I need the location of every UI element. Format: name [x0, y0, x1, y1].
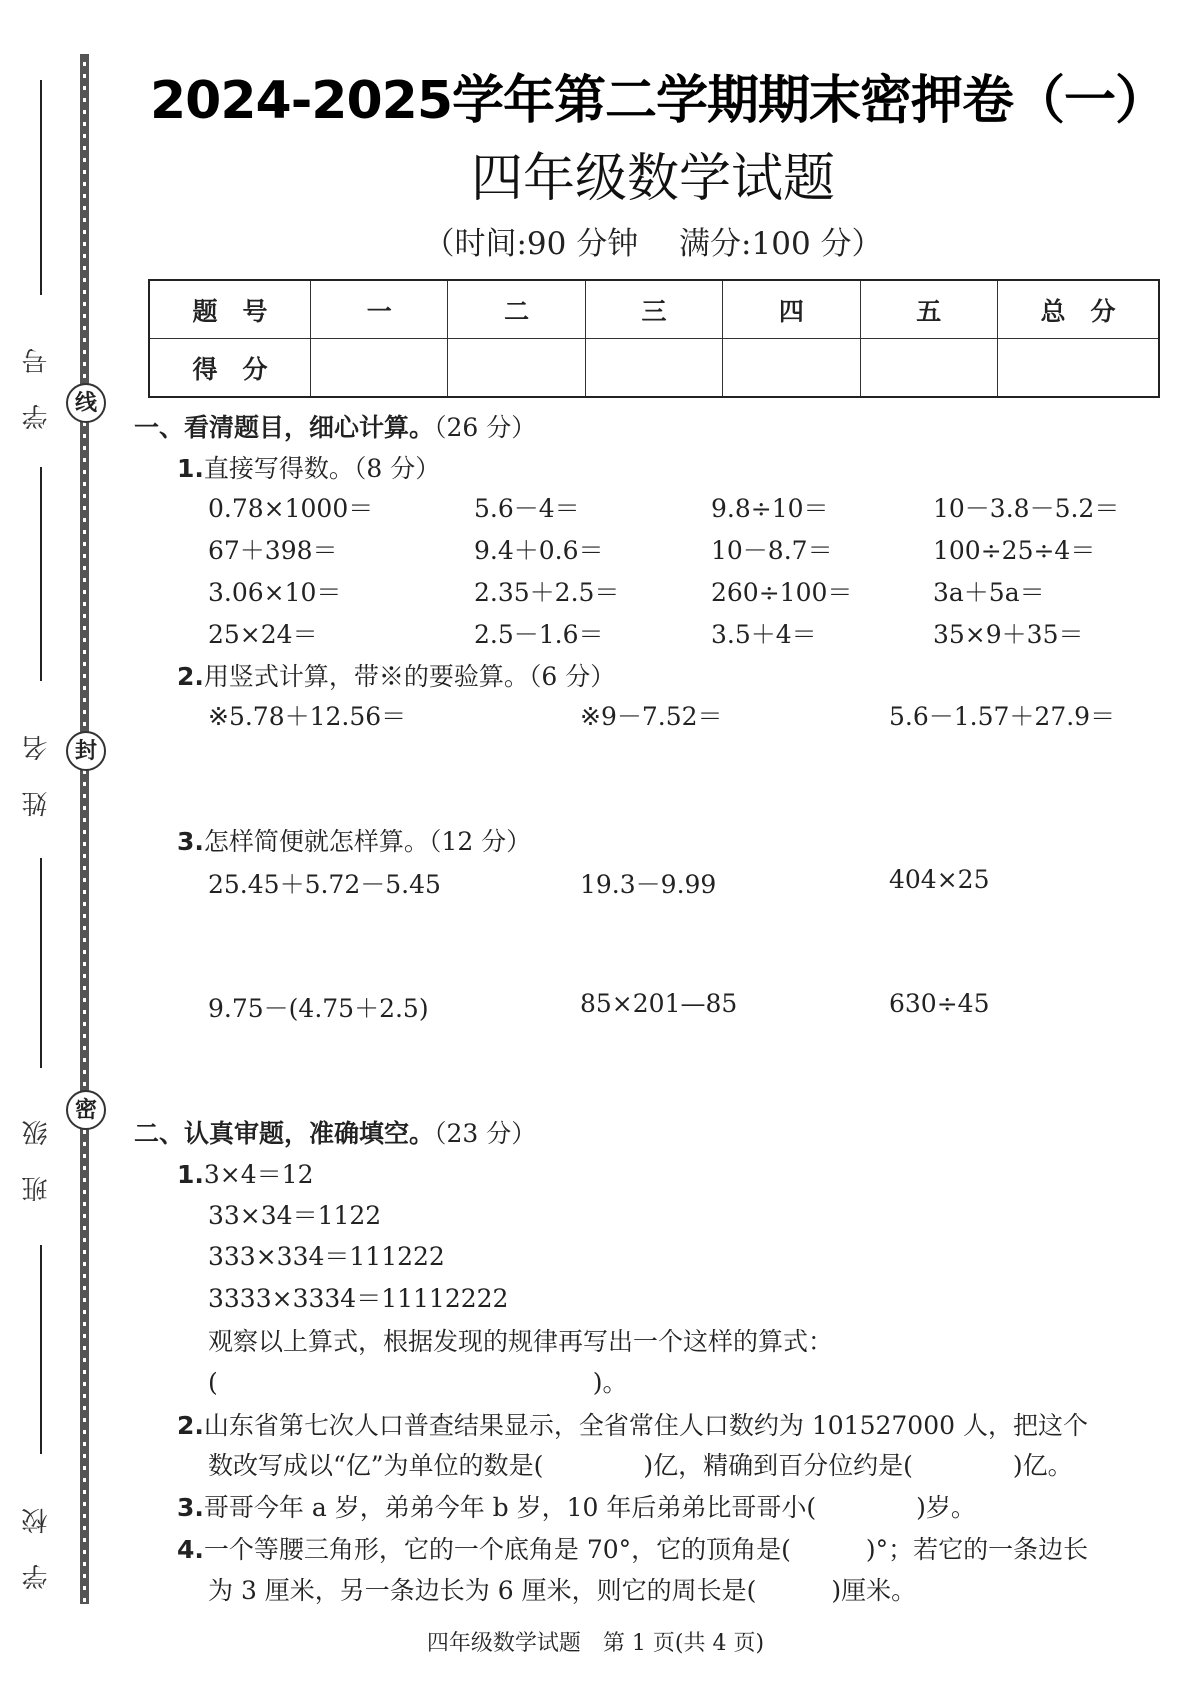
exercise: 260÷100＝	[711, 578, 853, 607]
exam-subtitle: 四年级数学试题	[470, 149, 835, 209]
section-title: 二、认真审题，准确填空。	[134, 1119, 435, 1148]
exercise: 19.3－9.99	[580, 870, 717, 899]
table-cell: 题 号	[149, 280, 311, 339]
table-cell: 一	[311, 280, 448, 339]
question-1-1	[177, 449, 440, 485]
exercise: 85×201—85	[580, 989, 738, 1018]
question-2-4	[177, 1530, 1088, 1566]
exercise: 630÷45	[889, 989, 990, 1018]
score-cell[interactable]	[585, 339, 722, 398]
exam-info: （时间:90 分钟 满分:100 分）	[423, 226, 883, 262]
table-cell: 二	[448, 280, 585, 339]
table-cell: 四	[723, 280, 860, 339]
score-cell[interactable]	[723, 339, 860, 398]
exercise: 3.06×10＝	[208, 578, 342, 607]
exercise: 100÷25÷4＝	[933, 536, 1096, 565]
question-line: 一个等腰三角形，它的一个底角是 70°，它的顶角是( )°；若它的一条边长	[203, 1535, 1089, 1564]
exercise: 2.35＋2.5＝	[474, 578, 620, 607]
table-cell: 三	[585, 280, 722, 339]
question-line: 3333×3334＝11112222	[208, 1284, 509, 1313]
name-label: 姓名	[22, 705, 52, 817]
name-line	[40, 467, 42, 681]
exercise: 9.8÷10＝	[711, 494, 829, 523]
question-line: 33×34＝1122	[208, 1201, 382, 1230]
exercise: 9.4＋0.6＝	[474, 536, 604, 565]
question-text: 用竖式计算，带※的要验算。（6 分）	[203, 662, 616, 691]
exercise: 9.75－(4.75＋2.5)	[208, 994, 429, 1023]
student-id-label: 学号	[22, 318, 52, 430]
exercise: 10－3.8－5.2＝	[933, 494, 1120, 523]
student-id-line	[40, 80, 42, 295]
exercise: 404×25	[889, 865, 990, 894]
question-text: 哥哥今年 a 岁，弟弟今年 b 岁，10 年后弟弟比哥哥小( )岁。	[203, 1493, 976, 1522]
seal-secret-icon: 密	[66, 1090, 106, 1130]
question-number: 2.	[177, 1411, 204, 1440]
exam-title: 2024-2025学年第二学期期末密押卷（一）	[149, 71, 1167, 131]
question-1-3	[177, 822, 531, 858]
exercise: ※9－7.52＝	[580, 702, 723, 731]
exercise: 10－8.7＝	[711, 536, 833, 565]
exercise: 25×24＝	[208, 620, 318, 649]
score-cell[interactable]	[998, 339, 1160, 398]
question-line: 333×334＝111222	[208, 1242, 445, 1271]
exercise: 5.6－1.57＋27.9＝	[889, 702, 1116, 731]
class-line	[40, 858, 42, 1068]
question-line: 数改写成以“亿”为单位的数是( )亿，精确到百分位约是( )亿。	[208, 1451, 1073, 1480]
question-2-2	[177, 1406, 1088, 1442]
question-text: 怎样简便就怎样算。（12 分）	[203, 827, 532, 856]
question-text: 直接写得数。（8 分）	[203, 454, 441, 483]
question-number: 3.	[177, 827, 204, 856]
answer-blank[interactable]: ( )。	[208, 1368, 628, 1397]
table-cell: 五	[860, 280, 997, 339]
question-line: 观察以上算式，根据发现的规律再写出一个这样的算式：	[208, 1327, 834, 1356]
question-number: 1.	[177, 1160, 204, 1189]
score-cell[interactable]	[860, 339, 997, 398]
school-line	[40, 1245, 42, 1454]
section-title: 一、看清题目，细心计算。	[134, 413, 435, 442]
section2-heading	[134, 1114, 536, 1150]
table-row	[149, 339, 1159, 398]
section-points: （23 分）	[434, 1119, 537, 1148]
exercise: 5.6－4＝	[474, 494, 580, 523]
question-2-1	[177, 1155, 313, 1191]
table-row	[149, 280, 1159, 339]
question-2-3	[177, 1488, 976, 1524]
question-number: 2.	[177, 662, 204, 691]
table-cell: 总 分	[998, 280, 1160, 339]
page-footer: 四年级数学试题 第 1 页(共 4 页)	[426, 1631, 765, 1656]
exercise: 35×9＋35＝	[933, 620, 1084, 649]
seal-line-icon: 线	[66, 383, 106, 423]
score-cell[interactable]	[448, 339, 585, 398]
question-number: 1.	[177, 454, 204, 483]
question-number: 4.	[177, 1535, 204, 1564]
score-cell[interactable]	[311, 339, 448, 398]
question-line: 山东省第七次人口普查结果显示，全省常住人口数约为 101527000 人，把这个	[203, 1411, 1088, 1440]
binding-line	[80, 54, 89, 1604]
exercise: 25.45＋5.72－5.45	[208, 870, 441, 899]
section-points: （26 分）	[434, 413, 537, 442]
exercise: 3a＋5a＝	[933, 578, 1045, 607]
seal-seal-icon: 封	[66, 731, 106, 771]
question-1-2	[177, 657, 615, 693]
section1-heading	[134, 408, 536, 444]
score-table	[148, 279, 1160, 398]
question-line: 为 3 厘米，另一条边长为 6 厘米，则它的周长是( )厘米。	[208, 1576, 917, 1605]
question-number: 3.	[177, 1493, 204, 1522]
question-line: 3×4＝12	[203, 1160, 314, 1189]
table-cell: 得 分	[149, 339, 311, 398]
exercise: 67＋398＝	[208, 536, 338, 565]
school-label: 学校	[22, 1478, 52, 1590]
exercise: 3.5＋4＝	[711, 620, 817, 649]
exercise: 0.78×1000＝	[208, 494, 374, 523]
exercise: 2.5－1.6＝	[474, 620, 604, 649]
exercise: ※5.78＋12.56＝	[208, 702, 407, 731]
class-label: 班级	[22, 1090, 52, 1202]
